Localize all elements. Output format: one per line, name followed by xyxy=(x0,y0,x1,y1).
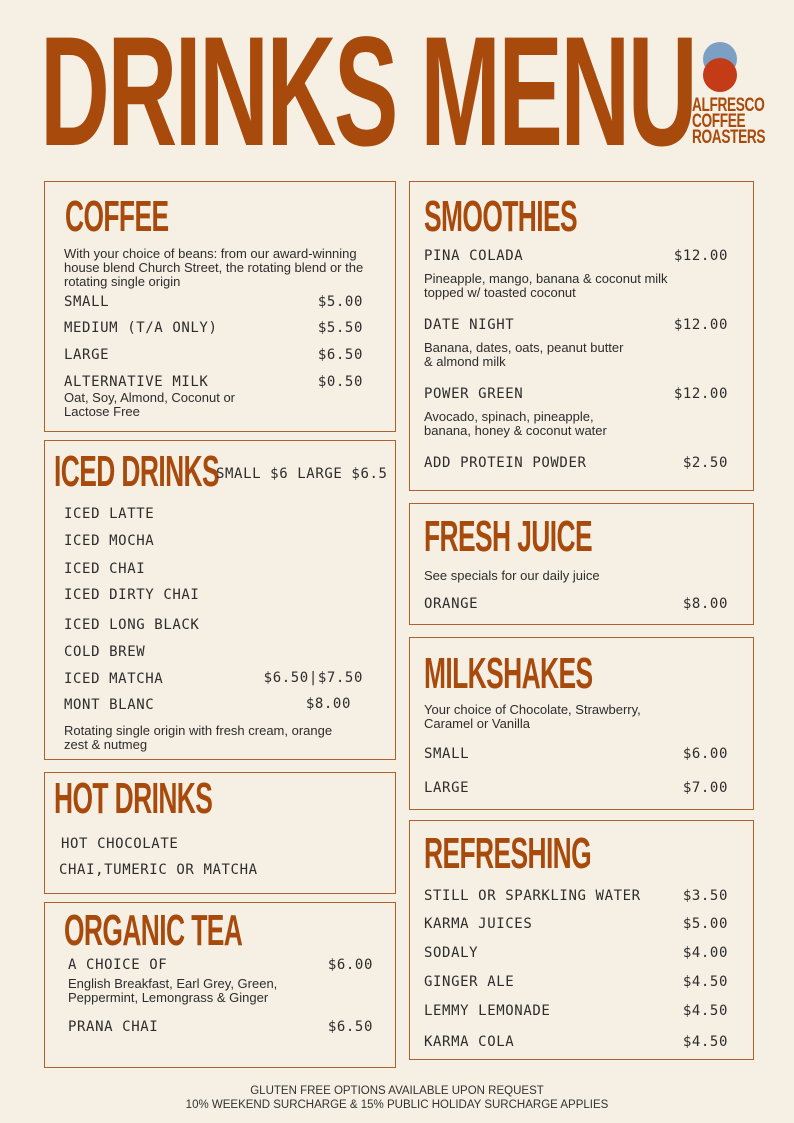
logo-text xyxy=(692,95,766,148)
coffee-heading: COFFEE xyxy=(65,192,169,241)
menu-item-price: $4.50 xyxy=(682,1003,728,1019)
fresh-juice-heading: FRESH JUICE xyxy=(424,512,592,561)
menu-item-name: SMALL xyxy=(424,746,470,762)
menu-item-name: A CHOICE OF xyxy=(68,957,168,973)
organic-tea-section xyxy=(44,902,396,1068)
smoothies-heading: SMOOTHIES xyxy=(424,192,578,241)
menu-item-price: $6.00 xyxy=(327,957,373,973)
menu-item-name: SODALY xyxy=(424,945,479,961)
menu-item-name: DATE NIGHT xyxy=(424,317,515,333)
menu-item-name: KARMA COLA xyxy=(424,1034,515,1050)
smoothie-description: Banana, dates, oats, peanut butter & almond milk xyxy=(424,340,624,369)
footer-surcharge-note: 10% WEEKEND SURCHARGE & 15% PUBLIC HOLIDAY SURCHARGE APPLIES xyxy=(185,1099,609,1111)
menu-item-name: ICED CHAI xyxy=(64,561,146,577)
menu-item-name: ICED LATTE xyxy=(64,506,155,522)
menu-item-price: $6.50|$7.50 xyxy=(263,670,363,686)
menu-item-name: ORANGE xyxy=(424,596,479,612)
alternative-milk-note: Oat, Soy, Almond, Coconut or Lactose Free xyxy=(64,390,236,419)
menu-item-name: CHAI,TUMERIC OR MATCHA xyxy=(59,862,258,878)
menu-item-price: $12.00 xyxy=(673,248,728,264)
menu-item-name: PINA COLADA xyxy=(424,248,524,264)
menu-item-name: COLD BREW xyxy=(64,644,146,660)
menu-item-price: $12.00 xyxy=(673,317,728,333)
coffee-description: With your choice of beans: from our award-winning house blend Church Street, the rotating blend or the rotating single origin xyxy=(64,246,364,289)
menu-item-price: $3.50 xyxy=(682,888,728,904)
milkshakes-section xyxy=(409,637,754,810)
menu-item-price: $5.00 xyxy=(317,294,363,310)
brand-logo xyxy=(690,40,766,160)
menu-item-price: $8.00 xyxy=(682,596,728,612)
menu-item-price: $4.50 xyxy=(682,974,728,990)
menu-item-name: ICED LONG BLACK xyxy=(64,617,200,633)
iced-drinks-heading: ICED DRINKS xyxy=(54,447,220,496)
refreshing-section xyxy=(409,820,754,1060)
menu-item-price: $12.00 xyxy=(673,386,728,402)
menu-item-name: GINGER ALE xyxy=(424,974,515,990)
menu-item-name: MONT BLANC xyxy=(64,697,155,713)
smoothie-description: Pineapple, mango, banana & coconut milk topped w/ toasted coconut xyxy=(424,271,668,300)
menu-item-name: ICED MOCHA xyxy=(64,533,155,549)
logo-line: ALFRESCO xyxy=(692,95,765,116)
menu-item-name: POWER GREEN xyxy=(424,386,524,402)
menu-item-name: HOT CHOCOLATE xyxy=(61,836,179,852)
page-title: DRINKS MENU xyxy=(40,5,696,179)
logo-circles-icon xyxy=(701,42,739,92)
hot-drinks-heading: HOT DRINKS xyxy=(54,774,213,823)
menu-item-name: STILL OR SPARKLING WATER xyxy=(424,888,641,904)
menu-item-name: LARGE xyxy=(424,780,470,796)
menu-item-name: MEDIUM (T/A ONLY) xyxy=(64,320,218,336)
menu-item-name: ALTERNATIVE MILK xyxy=(64,374,209,390)
coffee-section xyxy=(44,181,396,432)
menu-item-name: ADD PROTEIN POWDER xyxy=(424,455,587,471)
menu-item-name: LARGE xyxy=(64,347,110,363)
menu-item-price: $4.00 xyxy=(682,945,728,961)
menu-item-price: $6.00 xyxy=(682,746,728,762)
logo-line: ROASTERS xyxy=(692,127,766,148)
menu-item-price: $4.50 xyxy=(682,1034,728,1050)
milkshakes-heading: MILKSHAKES xyxy=(424,649,593,698)
iced-drinks-section xyxy=(44,440,396,760)
menu-item-name: ICED MATCHA xyxy=(64,671,164,687)
menu-item-price: $5.00 xyxy=(682,916,728,932)
mont-blanc-description: Rotating single origin with fresh cream, orange zest & nutmeg xyxy=(64,723,333,752)
menu-item-price: $0.50 xyxy=(317,374,363,390)
menu-item-name: PRANA CHAI xyxy=(68,1019,159,1035)
tea-choice-description: English Breakfast, Earl Grey, Green, Peppermint, Lemongrass & Ginger xyxy=(68,976,278,1005)
organic-tea-heading: ORGANIC TEA xyxy=(64,906,243,955)
menu-item-price: $8.00 xyxy=(305,696,351,712)
menu-item-name: SMALL xyxy=(64,294,110,310)
menu-item-name: LEMMY LEMONADE xyxy=(424,1003,551,1019)
menu-item-price: $2.50 xyxy=(682,455,728,471)
menu-item-name: ICED DIRTY CHAI xyxy=(64,587,200,603)
menu-item-price: $6.50 xyxy=(327,1019,373,1035)
menu-item-price: $5.50 xyxy=(317,320,363,336)
smoothie-description: Avocado, spinach, pineapple, banana, honey & coconut water xyxy=(424,409,607,438)
hot-drinks-section xyxy=(44,772,396,894)
menu-item-name: KARMA JUICES xyxy=(424,916,533,932)
fresh-juice-section xyxy=(409,503,754,625)
menu-item-price: $6.50 xyxy=(317,347,363,363)
footer-gluten-note: GLUTEN FREE OPTIONS AVAILABLE UPON REQUEST xyxy=(250,1085,544,1097)
logo-line: COFFEE xyxy=(692,111,746,132)
menu-item-price: $7.00 xyxy=(682,780,728,796)
iced-sizes: SMALL $6 LARGE $6.5 xyxy=(216,466,388,482)
fresh-juice-description: See specials for our daily juice xyxy=(424,568,600,583)
milkshakes-description: Your choice of Chocolate, Strawberry, Caramel or Vanilla xyxy=(424,702,641,731)
refreshing-heading: REFRESHING xyxy=(424,829,592,878)
smoothies-section xyxy=(409,181,754,491)
